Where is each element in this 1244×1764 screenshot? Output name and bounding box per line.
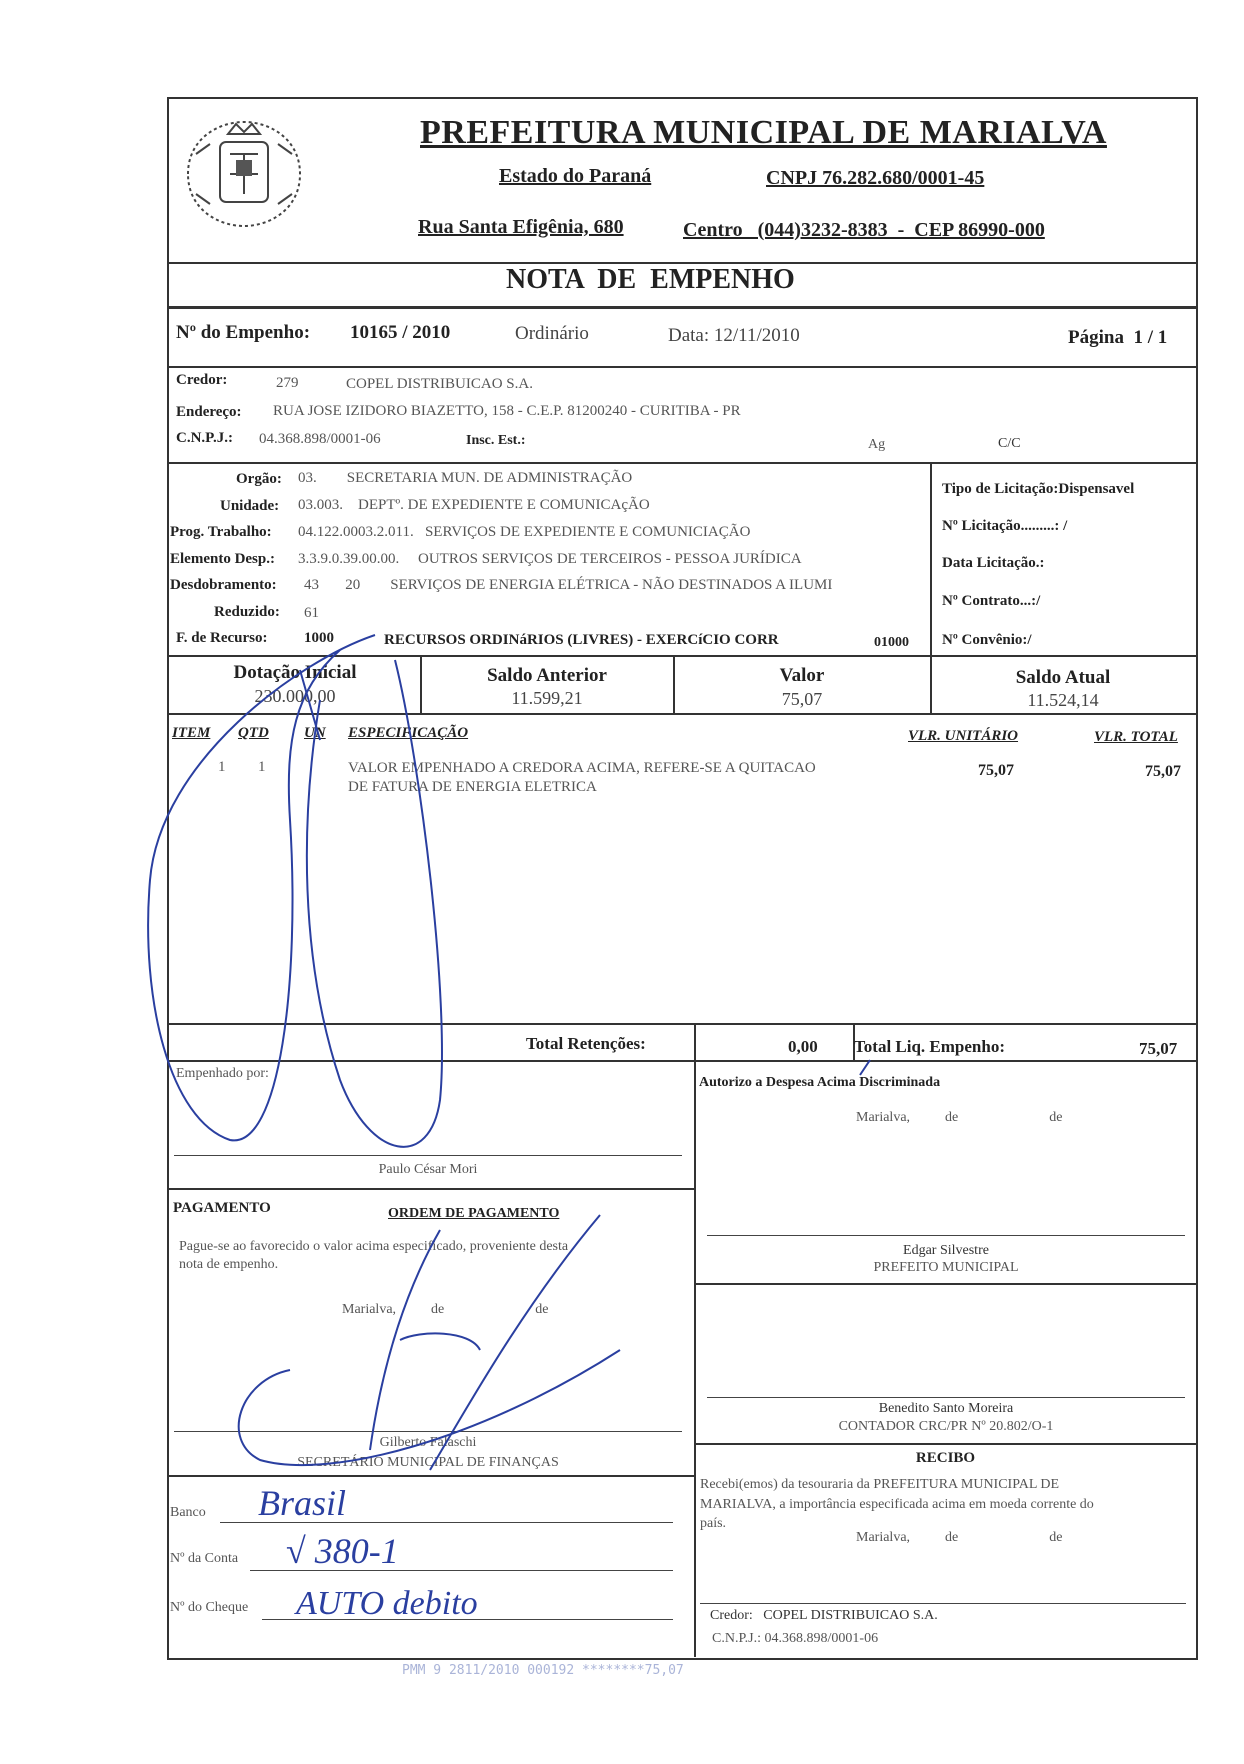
pagamento-label: PAGAMENTO [173, 1200, 271, 1216]
address-rest: Centro (044)3232-8383 - CEP 86990-000 [683, 219, 1045, 241]
banco-label: Banco [170, 1505, 206, 1520]
valor-label: Valor [779, 665, 825, 686]
numero-contrato: Nº Contrato...:/ [942, 593, 1041, 609]
recibo-label: RECIBO [915, 1450, 976, 1466]
reduzido-value: 61 [304, 605, 319, 621]
col-qtd: QTD [238, 725, 269, 741]
credor-label: Credor: [176, 372, 228, 388]
orgao-value: 03. SECRETARIA MUN. DE ADMINISTRAÇÃO [298, 470, 633, 486]
fonte-recurso-desc: RECURSOS ORDINáRIOS (LIVRES) - EXERCíCIO CORR [384, 632, 779, 648]
document-title: NOTA DE EMPENHO [506, 264, 795, 295]
conta-label: Nº da Conta [170, 1551, 239, 1566]
cnpj-label: CNPJ 76.282.680/0001-45 [766, 167, 985, 189]
paulo-name: Paulo César Mori [378, 1162, 478, 1177]
row-vlr-unitario: 75,07 [978, 762, 1014, 779]
tipo-licitacao: Tipo de Licitação:Dispensavel [942, 481, 1135, 497]
prefeito-title: PREFEITO MUNICIPAL [873, 1260, 1019, 1275]
endereco-value: RUA JOSE IZIDORO BIAZETTO, 158 - C.E.P. 81200240 - CURITIBA - PR [273, 403, 741, 419]
edgar-name: Edgar Silvestre [903, 1243, 989, 1258]
row-item: 1 [218, 759, 226, 775]
empenho-number-label: Nº do Empenho: [176, 322, 311, 343]
empenho-date: Data: 12/11/2010 [668, 325, 800, 346]
page-title: PREFEITURA MUNICIPAL DE MARIALVA [420, 114, 1107, 151]
gilberto-name: Gilberto Falaschi [379, 1435, 477, 1450]
total-liq-value: 75,07 [1139, 1039, 1178, 1058]
desdobramento-label: Desdobramento: [170, 577, 277, 593]
col-vlr-unitario: VLR. UNITÁRIO [908, 728, 1019, 744]
empenhado-por-label: Empenhado por: [176, 1066, 269, 1081]
credor-code: 279 [276, 375, 299, 391]
cc-label: C/C [998, 436, 1021, 451]
saldo-atual-value: 11.524,14 [1027, 690, 1099, 710]
page-number: Página 1 / 1 [1068, 327, 1168, 348]
fonte-recurso-label: F. de Recurso: [176, 630, 268, 646]
elemento-label: Elemento Desp.: [170, 551, 275, 567]
data-licitacao: Data Licitação.: [942, 555, 1045, 571]
cheque-label: Nº do Cheque [170, 1600, 249, 1615]
recibo-text-2: MARIALVA, a importância especificada acima em moeda corrente do [700, 1497, 1094, 1512]
bank-stamp: PMM 9 2811/2010 000192 ********75,07 [402, 1663, 684, 1678]
secretario-title: SECRETÁRIO MUNICIPAL DE FINANÇAS [297, 1455, 559, 1470]
unidade-value: 03.003. DEPTº. DE EXPEDIENTE E COMUNICAçÃO [298, 497, 650, 513]
reduzido-label: Reduzido: [214, 604, 280, 620]
numero-licitacao: Nº Licitação.........: / [942, 518, 1068, 534]
row-vlr-total: 75,07 [1145, 763, 1181, 780]
saldo-anterior-label: Saldo Anterior [487, 665, 607, 686]
valor-value: 75,07 [781, 689, 823, 709]
dotacao-value: 230.000,00 [254, 686, 336, 706]
state-label: Estado do Paraná [499, 165, 652, 187]
cnpj-credor-label: C.N.P.J.: [176, 430, 233, 446]
handwritten-conta: √ 380-1 [286, 1531, 399, 1571]
benedito-name: Benedito Santo Moreira [878, 1401, 1014, 1416]
total-retencoes-label: Total Retenções: [526, 1034, 646, 1053]
row-especificacao-1: VALOR EMPENHADO A CREDORA ACIMA, REFERE-SE A QUITACAO [348, 760, 816, 776]
total-liq-label: Total Liq. Empenho: [854, 1037, 1005, 1056]
numero-convenio: Nº Convênio:/ [942, 632, 1032, 648]
col-item: ITEM [172, 725, 211, 741]
insc-est-label: Insc. Est.: [466, 433, 526, 448]
saldo-atual-label: Saldo Atual [1015, 667, 1111, 688]
fonte-recurso-code: 1000 [304, 630, 334, 646]
handwritten-cheque: AUTO debito [296, 1585, 478, 1622]
marialva-date-2: Marialva, de de [342, 1302, 549, 1317]
endereco-label: Endereço: [176, 404, 242, 420]
empenho-type: Ordinário [515, 323, 589, 344]
orgao-label: Orgão: [236, 471, 282, 487]
prog-trabalho-label: Prog. Trabalho: [170, 524, 272, 540]
unidade-label: Unidade: [220, 498, 280, 514]
recibo-text-1: Recebi(emos) da tesouraria da PREFEITURA MUNICIPAL DE [700, 1477, 1060, 1492]
empenho-number: 10165 / 2010 [350, 322, 451, 343]
cnpj-rodape: C.N.P.J.: 04.368.898/0001-06 [712, 1631, 879, 1646]
saldo-anterior-value: 11.599,21 [511, 688, 583, 708]
autorizo-label: Autorizo a Despesa Acima Discriminada [699, 1075, 941, 1090]
marialva-date-1: Marialva, de de [856, 1110, 1063, 1125]
total-retencoes-value: 0,00 [788, 1037, 818, 1056]
pague-text-1: Pague-se ao favorecido o valor acima especificado, proveniente desta [179, 1239, 569, 1254]
col-un: UN [304, 725, 326, 741]
desdobramento-value: 43 20 SERVIÇOS DE ENERGIA ELÉTRICA - NÃO DESTINADOS A ILUMI [304, 577, 833, 593]
recibo-text-3: país. [700, 1516, 727, 1531]
ag-label: Ag [868, 437, 886, 452]
prog-trabalho-value: 04.122.0003.2.011. SERVIÇOS DE EXPEDIENTE E COMUNICIAÇÃO [298, 524, 751, 540]
credor-rodape: Credor: COPEL DISTRIBUICAO S.A. [710, 1608, 938, 1623]
col-vlr-total: VLR. TOTAL [1094, 729, 1178, 745]
fonte-recurso-num: 01000 [874, 635, 909, 650]
elemento-value: 3.3.9.0.39.00.00. OUTROS SERVIÇOS DE TERCEIROS - PESSOA JURÍDICA [298, 551, 802, 567]
address-street: Rua Santa Efigênia, 680 [418, 216, 624, 238]
col-especificacao: ESPECIFICAÇÃO [348, 725, 469, 741]
pague-text-2: nota de empenho. [179, 1257, 279, 1272]
row-qtd: 1 [258, 759, 266, 775]
ordem-pagamento-label: ORDEM DE PAGAMENTO [388, 1206, 560, 1221]
contador-title: CONTADOR CRC/PR Nº 20.802/O-1 [838, 1419, 1054, 1434]
handwritten-banco: Brasil [258, 1483, 347, 1523]
row-especificacao-2: DE FATURA DE ENERGIA ELETRICA [348, 779, 597, 795]
cnpj-credor-value: 04.368.898/0001-06 [259, 431, 381, 447]
marialva-date-3: Marialva, de de [856, 1530, 1063, 1545]
credor-name: COPEL DISTRIBUICAO S.A. [346, 376, 533, 392]
dotacao-label: Dotação Inicial [233, 662, 357, 683]
